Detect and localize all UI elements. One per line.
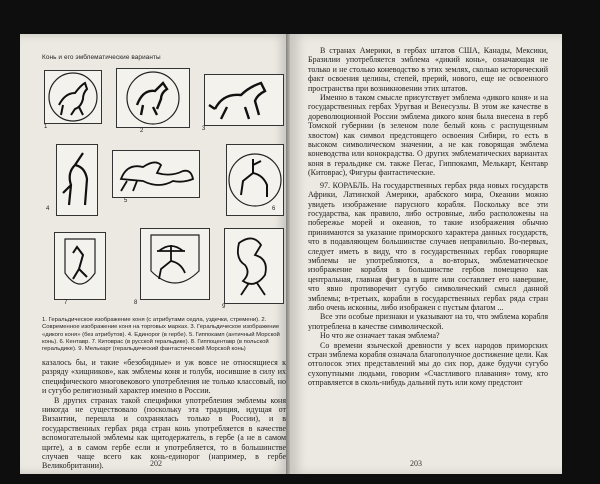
figure-number: 9 [222, 304, 226, 310]
paragraph: Со времени языческой древности у всех народов приморских стран эмблема корабля означала благополучное достижение цели. Как отголосок этих представлений мы до сих пор, даже будучи сугубо сухопутными людьми, говорим «Счастливого плавания» тому, кто отправляется в сколь-нибудь дальний путь или кому предстоит [308, 340, 548, 388]
figure-1 [44, 70, 102, 124]
paragraph: Именно в таком смысле присутствует эмблема «дикого коня» и на государственных гербах Уругвая и Венесуэлы. В этом же качестве в дореволюционной России эмблема дикого коня была внесена в герб Томской губернии (в зеленом поле белый конь с распущенным хвостом) как символ предстоящего освоения Сибири, го есть в высоком символическом значении, а не как говорящая эмблема коневодства или конокрадства. О других эмблематических вариантах коня в геральдике см. также Пегас, Гиппокамп, Мелькарт, Кентавр (Китоврас), Фигуры фантастические. [308, 93, 548, 178]
page-number: 202 [150, 459, 162, 468]
right-body-text [308, 46, 548, 388]
wild-horse-icon [205, 75, 283, 125]
figure-number: 3 [202, 126, 206, 132]
figure-3 [204, 74, 284, 126]
figure-number: 1 [44, 124, 48, 130]
centaur-icon [227, 145, 283, 215]
horse-trademark-icon [117, 69, 189, 127]
unicorn-icon [57, 145, 97, 215]
paragraph: 97. КОРАБЛЬ. На государственных гербах ряда новых государств Африки, Латинской Америки, арабского мира, Океании можно увидеть изображение парусного корабля. Поскольку все эти государства, как правило, либо островные, либо расположены на побережье морей и океанов, то такие изображения обычно принимаются за указание приморского характера данных государств, что в подавляющем большинстве случаев неправильно. Во-первых, следует иметь в виду, что в государственных гербах говорящие эмблемы не употребляются, а во-вторых, эмблематическое изображение корабля в большинстве гербов помещено как центральная, главная фигура в щите или составляет его навершие, что явно противоречит сугубо символический смысл данной эмблемы; в-третьих, корабли в государственных гербах ряда стран либо очень исконны, либо изображен с пустым флагом ... [308, 180, 548, 312]
running-head: Конь и его эмблематические варианты [42, 54, 161, 61]
hippocampus-icon [113, 151, 199, 197]
paragraph: Но что же означает такая эмблема? [320, 331, 440, 341]
figure-number: 5 [124, 198, 128, 204]
figure-2 [116, 68, 190, 128]
figure-grid [42, 64, 284, 312]
left-body-text [42, 358, 286, 471]
figure-number: 6 [272, 206, 276, 212]
figure-9 [224, 228, 284, 304]
figure-4 [56, 144, 98, 216]
kitovras-icon [55, 233, 105, 299]
figure-caption: 1. Геральдическое изображение коня (с атрибутами седла, уздечки, стремени). 2. Современное изображение коня на торговых марках. 3. Геральдическое изображение «дикого коня» (без атрибутов). 4. Единорог (в гербе). 5. Гиппокамп (античный Морской конь). 6. Кентавр. 7. Китоврас (в русской геральдике). 8. Гиппоцентавр (в польской геральдике). 9. Мелькарт (геральдический фантастический Морской конь) [42, 317, 280, 353]
figure-5 [112, 150, 200, 198]
melkart-icon [225, 229, 283, 303]
page-number: 203 [410, 459, 422, 468]
figure-7 [54, 232, 106, 300]
figure-number: 2 [140, 128, 144, 134]
figure-number: 8 [134, 300, 138, 306]
paragraph: Все эти особые признаки и указывают на то, что эмблема корабля употреблена в качестве символической. [308, 312, 548, 331]
hippocentaur-archer-icon [141, 229, 209, 299]
paragraph: В странах Америки, в гербах штатов США, Канады, Мексики, Бразилии употребляется эмблема «дикий конь», означающая не только и не столько коневодство в этих землях, сколько исторический факт освоения целины, степей, прерий, нового, еще не освоенного пространства при возникновении этих штатов. [308, 46, 548, 93]
figure-number: 4 [46, 206, 50, 212]
paragraph: В других странах такой специфики употребления эмблемы коня никогда не существовало (поскольку эта традиция, идущая от Византии, перешла и сохранялась только в России), и в государственных гербах ряда стран конь употребляется в качестве вспомогательной эмблемы как щитодержатель, в гербе (а не в самом щите), а в самом гербе если и употребляется, то в большинстве случаев чаще всего как конь-единорог (например, в гербе Великобритании). [42, 395, 286, 471]
horse-saddled-icon [45, 71, 101, 123]
left-page [20, 34, 290, 474]
figure-8 [140, 228, 210, 300]
paragraph: казалось бы, и такие «безобидные» и уж вовсе не относящиеся к разряду «хищников», как эмблемы коня и голубя, носившие в силу их специфического многовекового употребления не только классовый, но и сугубо религиозный характер именно в России. [42, 358, 286, 396]
right-page [290, 34, 562, 474]
figure-number: 7 [64, 300, 68, 306]
